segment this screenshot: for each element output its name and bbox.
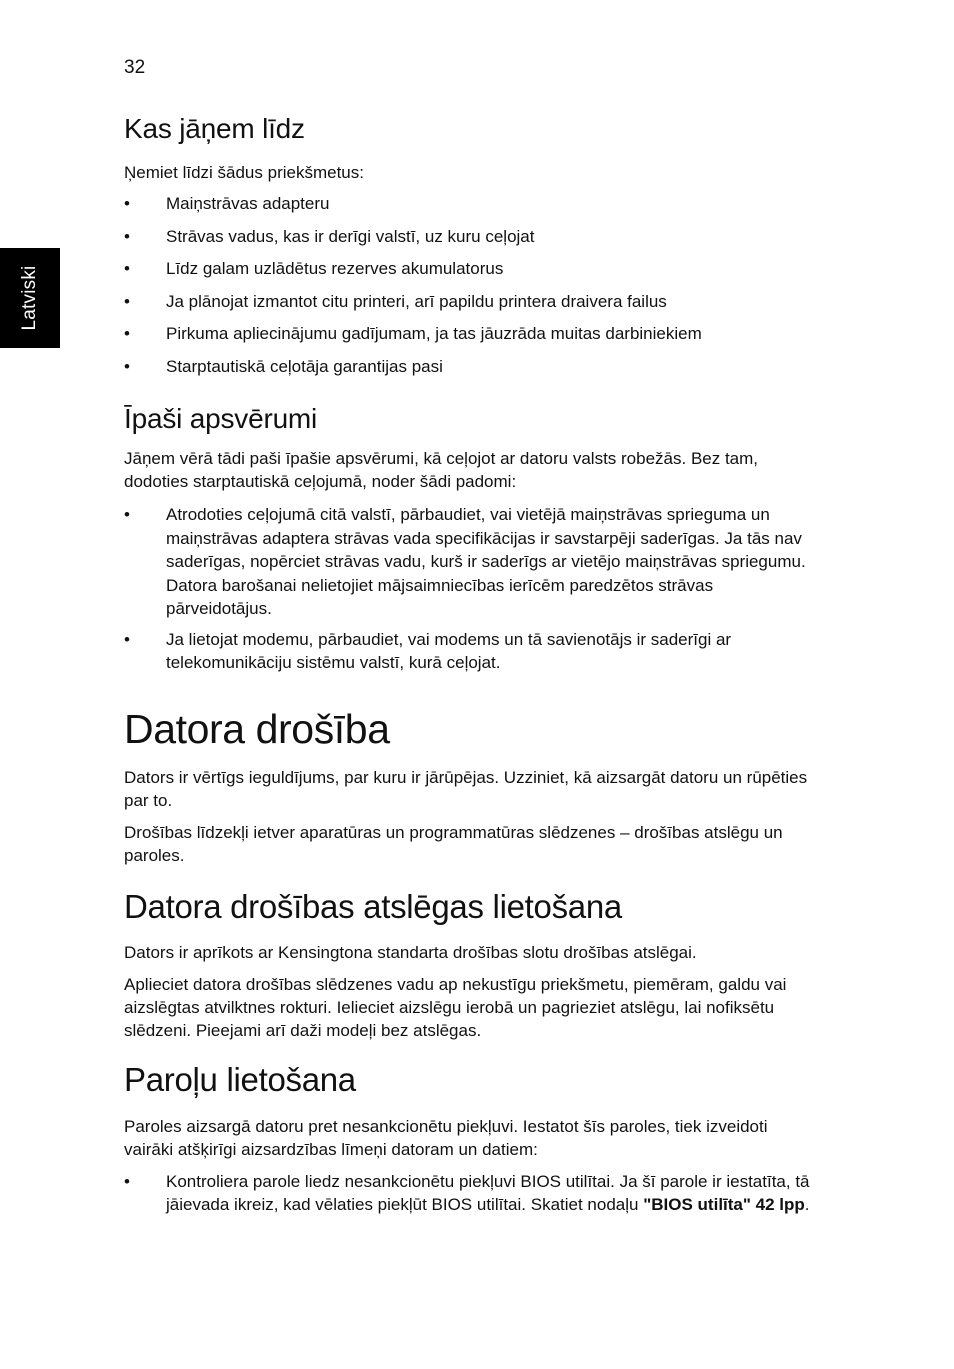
bullet-icon: • xyxy=(124,505,130,524)
list-item-text: Strāvas vadus, kas ir derīgi valstī, uz kuru ceļojat xyxy=(166,226,535,246)
lock-para-2: Aplieciet datora drošības slēdzenes vadu ap nekustīgu priekšmetu, piemēram, galdu vai aizslēgtas atvilktnes rokturi. Ielieciet aizslēgu ierobā un pagrieziet atslēgu, lai nofiksētu slēdzeni. Pieejami arī daži modeļi bez atslēgas. xyxy=(124,974,787,1040)
language-tab-label: Latviski xyxy=(19,265,40,331)
list-item-text: Pirkuma apliecinājumu gadījumam, ja tas jāuzrāda muitas darbiniekiem xyxy=(166,324,702,343)
bullet-icon: • xyxy=(124,259,130,278)
passwords-list xyxy=(124,1170,814,1217)
language-tab xyxy=(0,248,60,348)
bullet-icon: • xyxy=(124,226,130,246)
heading-passwords: Paroļu lietošana xyxy=(124,1060,356,1098)
list-item-text: Līdz galam uzlādētus rezerves akumulatorus xyxy=(166,259,504,278)
bullet-icon: • xyxy=(124,194,130,213)
list-item-text: Atrodoties ceļojumā citā valstī, pārbaudiet, vai vietējā maiņstrāvas sprieguma un maiņstrāvas adaptera strāvas vada specifikācijas ir savstarpēji saderīgas. Ja tās nav saderīgas, nopērciet strāvas vadu, kurš ir saderīgs ar vietējo maiņstrāvas spriegumu. Datora barošanai nelietojiet mājsaimniecības ierīcēm paredzētos strāvas pārveidotājus. xyxy=(166,505,806,618)
list-item xyxy=(124,257,814,281)
heading-special: Īpaši apsvērumi xyxy=(124,403,318,434)
special-intro: Jāņem vērā tādi paši īpašie apsvērumi, kā ceļojot ar datoru valsts robežās. Bez tam, dodoties starptautiskā ceļojumā, noder šādi padomi: xyxy=(124,449,759,491)
page-number: 32 xyxy=(124,57,146,78)
special-list xyxy=(124,503,814,675)
packing-intro: Ņemiet līdzi šādus priekšmetus: xyxy=(124,163,364,182)
list-item xyxy=(124,628,814,675)
list-item xyxy=(124,322,814,346)
page-content xyxy=(124,112,814,1217)
cross-reference-link[interactable]: "BIOS utilīta" 42 lpp xyxy=(643,1195,805,1214)
passwords-intro: Paroles aizsargā datoru pret nesankcionētu piekļuvi. Iestatot šīs paroles, tiek izveidoti vairāki atšķirīgi aizsardzības līmeņi datoram un datiem: xyxy=(124,1116,768,1159)
heading-security: Datora drošība xyxy=(124,705,390,752)
bullet-icon: • xyxy=(124,1171,130,1191)
bullet-icon: • xyxy=(124,291,130,311)
list-item-text: Ja plānojat izmantot citu printeri, arī papildu printera draivera failus xyxy=(166,291,667,311)
list-item xyxy=(124,290,814,314)
list-item xyxy=(124,1170,814,1217)
list-item-text: Ja lietojat modemu, pārbaudiet, vai modems un tā savienotājs ir saderīgi ar telekomunikāciju sistēmu valstī, kurā ceļojat. xyxy=(166,629,732,672)
list-item xyxy=(124,355,814,379)
bullet-icon: • xyxy=(124,356,130,376)
list-item-text: Maiņstrāvas adapteru xyxy=(166,194,330,213)
lock-para-1: Dators ir aprīkots ar Kensingtona standarta drošības slotu drošības atslēgai. xyxy=(124,942,697,962)
security-para-1: Dators ir vērtīgs ieguldījums, par kuru ir jārūpējas. Uzziniet, kā aizsargāt datoru un rūpēties par to. xyxy=(124,767,808,810)
list-item-text: Kontroliera parole liedz nesankcionētu piekļuvi BIOS utilītai. Ja šī parole ir iestatīta, tā jāievada ikreiz, kad vēlaties piekļūt BIOS utilītai. Skatiet nodaļu xyxy=(166,1171,810,1214)
list-item-end: . xyxy=(804,1195,810,1214)
list-item xyxy=(124,225,814,249)
list-item xyxy=(124,192,814,216)
bullet-icon: • xyxy=(124,629,130,649)
security-para-2: Drošības līdzekļi ietver aparatūras un programmatūras slēdzenes – drošības atslēgu un paroles. xyxy=(124,822,783,865)
list-item-text: Starptautiskā ceļotāja garantijas pasi xyxy=(166,356,443,376)
packing-list xyxy=(124,192,814,378)
bullet-icon: • xyxy=(124,324,130,343)
heading-packing: Kas jāņem līdz xyxy=(124,113,305,144)
heading-lock: Datora drošības atslēgas lietošana xyxy=(124,887,622,925)
list-item xyxy=(124,503,814,621)
